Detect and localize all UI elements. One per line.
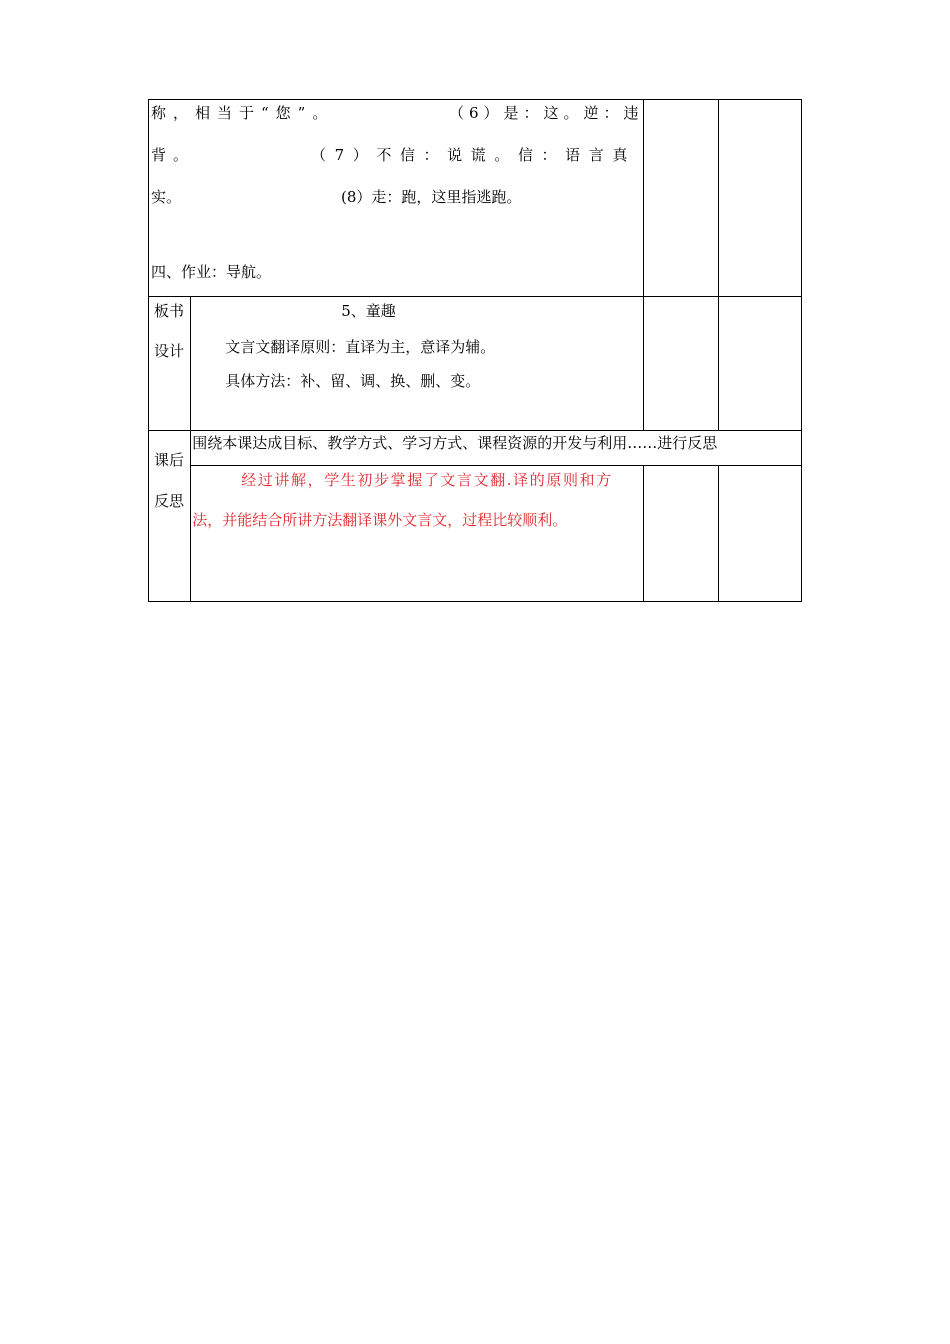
reflection-label-cell <box>149 431 191 602</box>
reflection-prompt: 围绕本课达成目标、教学方式、学习方式、课程资源的开发与利用……进行反思 <box>192 434 718 452</box>
annotation-line-2-left: 背。 <box>151 146 196 164</box>
reflection-col3-cell <box>644 466 718 602</box>
board-design-methods: 具体方法：补、留、调、换、删、变。 <box>225 372 481 390</box>
board-design-label-2: 设计 <box>154 342 185 360</box>
annotation-line-2-right: （7）不信：说谎。信：语言真 <box>311 146 636 164</box>
annotation-line-3-left: 实。 <box>151 188 182 206</box>
reflection-prompt-cell <box>191 431 802 466</box>
content-cell <box>149 100 644 297</box>
content-col4-cell <box>718 100 801 297</box>
reflection-label-2: 反思 <box>154 492 185 510</box>
annotation-line-3-right: (8）走：跑，这里指逃跑。 <box>341 188 522 206</box>
board-design-label-1: 板书 <box>154 302 185 320</box>
annotation-line-1-right: （6）是：这。逆：违 <box>449 104 644 122</box>
board-design-col4-cell <box>718 297 801 431</box>
board-design-label-cell <box>149 297 191 431</box>
board-design-row <box>149 297 802 431</box>
content-row <box>149 100 802 297</box>
board-design-principle: 文言文翻译原则：直译为主，意译为辅。 <box>225 338 496 356</box>
reflection-content-row <box>149 466 802 602</box>
reflection-text-line-1: 经过讲解，学生初步掌握了文言文翻.译的原则和方 <box>241 471 613 490</box>
reflection-content-cell <box>191 466 644 602</box>
content-col3-cell <box>644 100 718 297</box>
board-design-col3-cell <box>644 297 718 431</box>
lesson-plan-table <box>148 99 802 602</box>
board-design-title: 5、童趣 <box>341 302 396 320</box>
reflection-label-1: 课后 <box>154 451 185 469</box>
reflection-text-line-2: 法，并能结合所讲方法翻译课外文言文，过程比较顺利。 <box>192 511 568 530</box>
homework-line: 四、作业：导航。 <box>151 263 272 281</box>
annotation-line-1-left: 称，相当于“您”。 <box>151 104 335 122</box>
reflection-prompt-row <box>149 431 802 466</box>
reflection-col4-cell <box>718 466 801 602</box>
board-design-content-cell <box>191 297 644 431</box>
